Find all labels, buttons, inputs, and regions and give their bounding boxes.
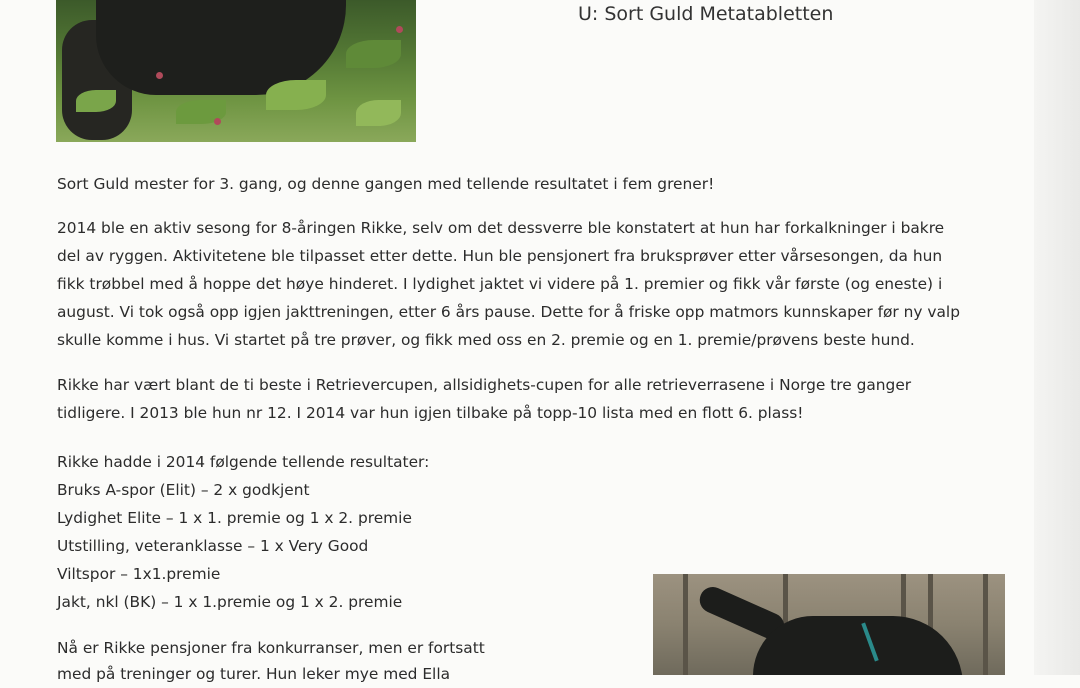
paragraph-closing-line: Nå er Rikke pensjoner fra konkurranser, men er fortsatt [57, 639, 485, 657]
leaf [76, 90, 116, 112]
paragraph-closing-line: med på treninger og turer. Hun leker mye med Ella [57, 665, 451, 683]
paragraph-season-line: august. Vi tok også opp igjen jakttreningen, etter 6 års pause. Dette for å friske opp matmors kunnskaper før ny valp [57, 303, 960, 321]
berry [156, 72, 163, 79]
result-item: Viltspor – 1x1.premie [57, 565, 221, 583]
berry [396, 26, 403, 33]
photo-caption: U: Sort Guld Metatabletten [578, 3, 834, 25]
page-edge [1034, 0, 1080, 675]
tree-trunk [983, 574, 988, 675]
dog-photo-bottom [653, 574, 1005, 675]
leaf [346, 40, 401, 68]
dog-photo-top [56, 0, 416, 142]
paragraph-season-line: del av ryggen. Aktivitetene ble tilpasset etter dette. Hun ble pensjonert fra bruksprøver etter vårsesongen, da hun [57, 247, 943, 265]
leaf [266, 80, 326, 110]
paragraph-season-line: skulle komme i hus. Vi startet på tre prøver, og fikk med oss en 2. premie og en 1. premie/prøvens beste hund. [57, 331, 915, 349]
result-item: Utstilling, veteranklasse – 1 x Very Good [57, 537, 369, 555]
paragraph-season-line: 2014 ble en aktiv sesong for 8-åringen Rikke, selv om det dessverre ble konstatert at hun har forkalkninger i bakre [57, 219, 945, 237]
tree-trunk [683, 574, 688, 675]
leaf [356, 100, 401, 126]
result-item: Bruks A-spor (Elit) – 2 x godkjent [57, 481, 310, 499]
result-item: Jakt, nkl (BK) – 1 x 1.premie og 1 x 2. premie [57, 593, 403, 611]
berry [214, 118, 221, 125]
result-item: Lydighet Elite – 1 x 1. premie og 1 x 2. premie [57, 509, 412, 527]
results-heading: Rikke hadde i 2014 følgende tellende resultater: [57, 453, 430, 471]
paragraph-intro: Sort Guld mester for 3. gang, og denne gangen med tellende resultatet i fem grener! [57, 175, 715, 193]
paragraph-season-line: fikk trøbbel med å hoppe det høye hinderet. I lydighet jaktet vi videre på 1. premier og fikk vår første (og eneste) i [57, 275, 943, 293]
paragraph-cup-line: Rikke har vært blant de ti beste i Retrievercupen, allsidighets-cupen for alle retrieverrasene i Norge tre ganger [57, 376, 912, 394]
paragraph-cup-line: tidligere. I 2013 ble hun nr 12. I 2014 var hun igjen tilbake på topp-10 lista med en flott 6. plass! [57, 404, 804, 422]
